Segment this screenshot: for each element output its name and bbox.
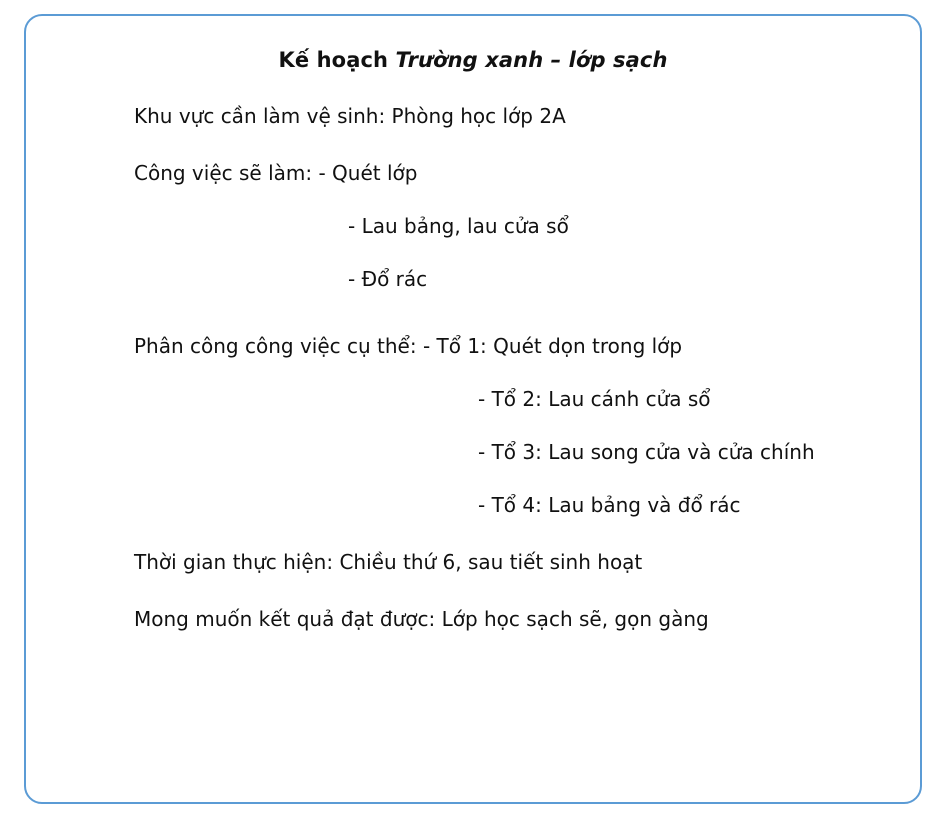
page-title-italic: Trường xanh – lớp sạch	[395, 48, 668, 72]
bordered-card	[24, 14, 922, 804]
text-line-assignment-item: - Tổ 2: Lau cánh cửa sổ	[478, 387, 711, 412]
text-line-tasks-heading: Công việc sẽ làm: - Quét lớp	[134, 161, 418, 186]
card-content	[26, 16, 920, 802]
page-title-plain: Kế hoạch	[278, 48, 396, 72]
text-line-time: Thời gian thực hiện: Chiều thứ 6, sau tiết sinh hoạt	[134, 550, 643, 575]
page-title	[66, 48, 880, 73]
text-line-area: Khu vực cần làm vệ sinh: Phòng học lớp 2A	[134, 104, 566, 129]
text-line-assignment-item: - Tổ 4: Lau bảng và đổ rác	[478, 493, 741, 518]
text-line-assignment-item: - Tổ 3: Lau song cửa và cửa chính	[478, 440, 815, 465]
text-line-expected-result: Mong muốn kết quả đạt được: Lớp học sạch sẽ, gọn gàng	[134, 607, 709, 632]
text-line-task-item: - Lau bảng, lau cửa sổ	[348, 214, 569, 239]
text-line-assignment-heading: Phân công công việc cụ thể: - Tổ 1: Quét dọn trong lớp	[134, 334, 683, 359]
text-line-task-item: - Đổ rác	[348, 267, 428, 292]
